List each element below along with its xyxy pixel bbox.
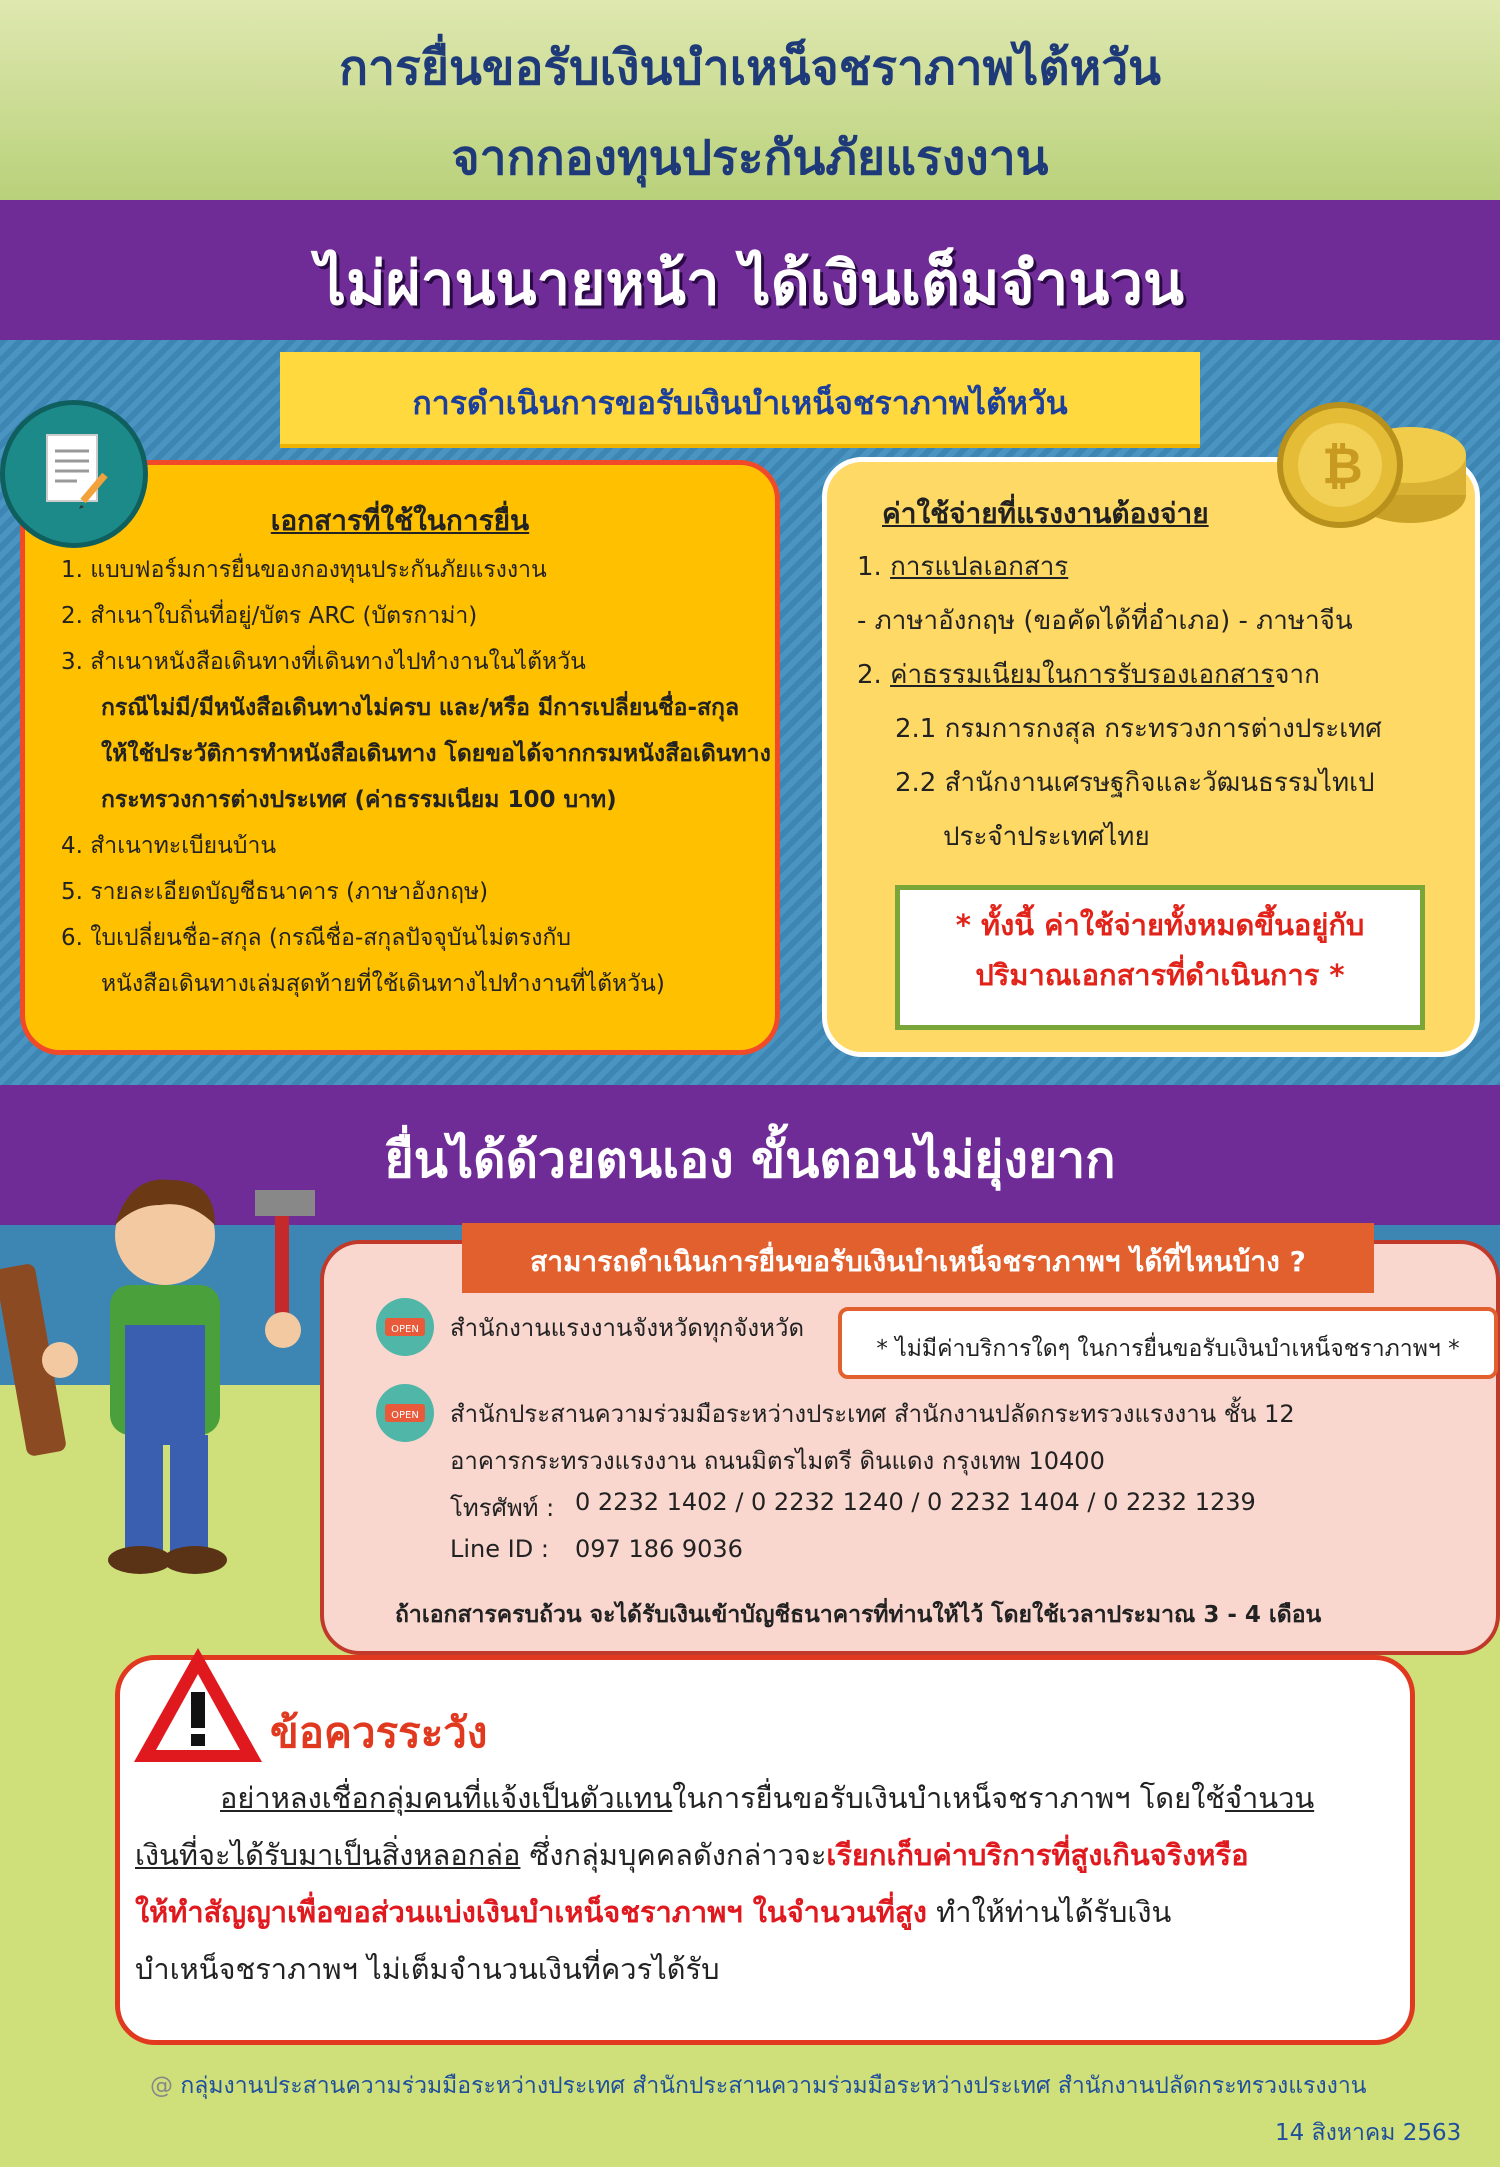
email-icon: @ [150,2073,173,2099]
cost-item-2-label: ค่าธรรมเนียมในการรับรองเอกสาร [890,660,1275,690]
title-line-2: จากกองทุนประกันภัยแรงงาน [451,130,1049,186]
footer-org-text: กลุ่มงานประสานความร่วมมือระหว่างประเทศ สำนักประสานความร่วมมือระหว่างประเทศ สำนักงานปลัดกระทรวงแรงงาน [180,2073,1367,2099]
cost-item-2-num: 2. [857,660,882,690]
document-item: 2. สำเนาใบถิ่นที่อยู่/บัตร ARC (บัตรกาม่า) [61,603,478,629]
phone-label: โทรศัพท์ : [450,1494,555,1522]
self-submit-banner-text: ยื่นได้ด้วยตนเอง ขั้นตอนไม่ยุ่งยาก [384,1131,1116,1189]
warning-line-3 [135,1892,1171,1932]
svg-text:₿: ₿ [1322,437,1363,495]
cost-item-2-2-cont: ประจำประเทศไทย [943,822,1150,852]
warning-l1-underlined-2: จำนวน [1224,1781,1315,1815]
warning-l1-underlined: อย่าหลงเชื่อกลุ่มคนที่แจ้งเป็นตัวแทน [220,1781,673,1815]
cost-item-1-num: 1. [857,552,882,582]
document-item: 1. แบบฟอร์มการยื่นของกองทุนประกันภัยแรงงาน [61,557,547,583]
warning-line-1 [220,1778,1314,1818]
costs-title: ค่าใช้จ่ายที่แรงงานต้องจ่าย [882,497,1209,530]
warning-l3-red: ให้ทำสัญญาเพื่อขอส่วนแบ่งเงินบำเหน็จชราภาพฯ ในจำนวนที่สูง [135,1895,927,1929]
document-item: 3. สำเนาหนังสือเดินทางที่เดินทางไปทำงานในไต้หวัน [61,649,586,675]
main-banner-text: ไม่ผ่านนายหน้า ได้เงินเต็มจำนวน [315,249,1185,319]
warning-line-2 [135,1835,1249,1875]
warning-line-4: บำเหน็จชราภาพฯ ไม่เต็มจำนวนเงินที่ควรได้รับ [135,1952,720,1986]
line-id: 097 186 9036 [575,1535,743,1563]
warning-l3-end: ทำให้ท่านได้รับเงิน [926,1895,1172,1929]
document-item: 5. รายละเอียดบัญชีธนาคาร (ภาษาอังกฤษ) [61,879,489,905]
document-item: 6. ใบเปลี่ยนชื่อ-สกุล (กรณีชื่อ-สกุลปัจจุบันไม่ตรงกับ [61,925,571,951]
place-2-line-2: อาคารกระทรวงแรงงาน ถนนมิตรไมตรี ดินแดง กรุงเทพ 10400 [450,1447,1105,1475]
warning-l2-underlined: เงินที่จะได้รับมาเป็นสิ่งหลอกล่อ [135,1838,521,1872]
document-item: หนังสือเดินทางเล่มสุดท้ายที่ใช้เดินทางไปทำงานที่ไต้หวัน) [101,971,665,997]
open-sign-icon [376,1298,434,1356]
place-2-line-1: สำนักประสานความร่วมมือระหว่างประเทศ สำนักงานปลัดกระทรวงแรงงาน ชั้น 12 [450,1400,1295,1428]
line-id-label: Line ID : [450,1535,549,1563]
open-sign-label-1: OPEN [391,1324,419,1335]
where-title-bar [462,1223,1374,1293]
documents-box [20,460,780,1055]
cost-note-line-2: ปริมาณเอกสารที่ดำเนินการ * [975,958,1345,992]
warning-l2-mid: ซึ่งกลุ่มบุคคลดังกล่าวจะ [520,1838,827,1872]
warning-l2-red: เรียกเก็บค่าบริการที่สูงเกินจริงหรือ [826,1838,1249,1872]
warning-icon [128,1640,268,1770]
coins-icon [1270,385,1470,545]
document-item: กระทรวงการต่างประเทศ (ค่าธรรมเนียม 100 บาท) [101,787,617,813]
cost-note-box [895,885,1425,1030]
header [0,0,1500,200]
documents-title: เอกสารที่ใช้ในการยื่น [270,504,530,537]
place-1: สำนักงานแรงงานจังหวัดทุกจังหวัด [450,1314,805,1342]
documents-list [61,547,771,1007]
worker-illustration [0,1155,330,1605]
cost-item-2-suffix: จาก [1274,660,1320,690]
cost-item-2-2: 2.2 สำนักงานเศรษฐกิจและวัฒนธรรมไทเป [895,768,1375,798]
phone-numbers: 0 2232 1402 / 0 2232 1240 / 0 2232 1404 / 0 2232 1239 [575,1488,1256,1516]
cost-item-1 [857,540,1382,594]
document-icon [0,400,148,548]
document-item: กรณีไม่มี/มีหนังสือเดินทางไม่ครบ และ/หรือ มีการเปลี่ยนชื่อ-สกุล [101,695,740,721]
processing-time: ถ้าเอกสารครบถ้วน จะได้รับเงินเข้าบัญชีธนาคารที่ท่านให้ไว้ โดยใช้เวลาประมาณ 3 - 4 เดือน [395,1602,1322,1628]
cost-item-2 [857,648,1382,702]
footer-org [150,2068,1367,2104]
no-fee-box [838,1307,1498,1379]
where-title: สามารถดำเนินการยื่นขอรับเงินบำเหน็จชราภาพฯ ได้ที่ไหนบ้าง ? [530,1245,1306,1278]
open-sign-icon [376,1384,434,1442]
title-line-1: การยื่นขอรับเงินบำเหน็จชราภาพไต้หวัน [339,40,1161,96]
footer-date: 14 สิงหาคม 2563 [1275,2120,1462,2146]
main-banner [0,200,1500,340]
cost-note-line-1: * ทั้งนี้ ค่าใช้จ่ายทั้งหมดขึ้นอยู่กับ [955,908,1365,942]
warning-title: ข้อควรระวัง [270,1708,488,1757]
subheading-text: การดำเนินการขอรับเงินบำเหน็จชราภาพไต้หวัน [412,384,1068,422]
open-sign-label-2: OPEN [391,1410,419,1421]
no-fee-text: * ไม่มีค่าบริการใดๆ ในการยื่นขอรับเงินบำเหน็จชราภาพฯ * [876,1336,1460,1362]
cost-item-2-1: 2.1 กรมการกงสุล กระทรวงการต่างประเทศ [895,714,1382,744]
cost-item-1-label: การแปลเอกสาร [890,552,1069,582]
process-subheading [280,352,1200,448]
document-item: ให้ใช้ประวัติการทำหนังสือเดินทาง โดยขอได้จากกรมหนังสือเดินทาง [101,741,771,767]
document-item: 4. สำเนาทะเบียนบ้าน [61,833,277,859]
cost-item-1-detail: - ภาษาอังกฤษ (ขอคัดได้ที่อำเภอ) - ภาษาจีน [857,606,1353,636]
warning-l1-mid: ในการยื่นขอรับเงินบำเหน็จชราภาพฯ โดยใช้ [672,1781,1225,1815]
